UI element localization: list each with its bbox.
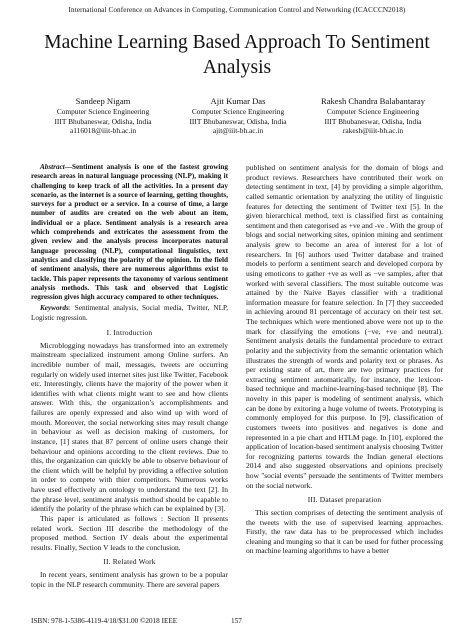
author-name: Rakesh Chandra Balabantaray bbox=[320, 96, 426, 106]
author-1 bbox=[38, 96, 168, 136]
author-inst: IIIT Bhubaneswar, Odisha, India bbox=[324, 116, 422, 126]
author-dept: Computer Science Engineering bbox=[191, 107, 285, 116]
author-inst: IIIT Bhubaneswar, Odisha, India bbox=[54, 116, 152, 126]
conference-header: International Conference on Advances in Computing, Communication Control and Networking (ICACCCN2018) bbox=[68, 6, 406, 14]
footer-isbn: ISBN: 978-1-5386-4119-4/18/$31.00 ©2018 IEEE bbox=[31, 617, 178, 625]
abstract bbox=[31, 163, 228, 302]
related-paragraph-2: published on sentiment analysis for the domain of blogs and product reviews. Researchers have contributed their work on detecting sentiment in text, [4] by providing a simple algorithm, called semantic orientation by analyzing the utility of linguistic features for detecting the sentiment of Twitter text [5]. In the given hierarchical method, text is classified first as containing sentiment and then categorised as +ve and -ve . With the group of blogs and social networking sites, opinion mining and sentiment analysis grew to become an area of interest for a lot of researchers. In [6] authors used Twitter database and trained models to perform a sentiment search and developed corpora by using emoticons to gather +ve as well as −ve samples, after that worked with several classifiers. The most suitable outcome was attained by the Naive Bayes classifier with a traditional information measure for feature selection. In [7] they succeeded in achieving around 81 percentage of accuracy on their test set. The techniques which were mentioned above were not up to the mark for classifying the emotions (−ve, +ve and neutral). Sentiment analysis details the fundamental procedure to extract polarity and the subjectivity from the semantic orientation which illustrates the strength of words and polarity text or phrases. As per existing state of art, there are two primary practices for extracting sentiment automatically, for instance, the lexicon-based technique and machine-learning-based technique [8]. The novelty in this paper is modeling of sentiment analysis, which can be done by exitoring a huge volume of tweets. Prototyping is commonly employed for this purpose. In [9], classification of customers tweets into positives and negatives is done and represented in a pie chart and HTLM page. In [10], explored the application of location-based sentiment analysis choosing Twitter for recognizing patterns towards the Indian general elections 2014 and also suggested observations and opinions precisely how "social events" persuade the sentiments of Twitter members on the social network. bbox=[246, 163, 443, 490]
author-name: Sandeep Nigam bbox=[75, 96, 131, 106]
author-email: a116018@iiit-bh.ac.in bbox=[69, 126, 137, 136]
author-email: rakesh@iiit-bh.ac.in bbox=[342, 126, 404, 136]
dataset-paragraph-1: This section comprises of detecting the sentiment analysis of the tweets with the use of supervised learning approaches. Firstly, the raw data has to be preprocessed which includes cleaning and munging so that it can be used for futher processing on machine learning algorithms to have a better bbox=[246, 507, 443, 556]
keywords bbox=[31, 304, 228, 323]
section-heading-related-work: II. Related Work bbox=[103, 557, 156, 567]
author-block bbox=[38, 96, 438, 136]
author-email: ajit@iiit-bh.ac.in bbox=[212, 126, 264, 136]
intro-paragraph-2: This paper is articulated as follows : Section II presents related work. Section III describe the methodology of the proposed method. Section IV deals about the experimental results. Finally, Section V leads to the conclusion. bbox=[31, 513, 228, 552]
left-column bbox=[31, 163, 228, 589]
author-dept: Computer Science Engineering bbox=[56, 107, 150, 116]
keywords-text: : Sentimental analysis, Social media, Twitter, NLP, Logistic regression. bbox=[31, 304, 228, 322]
right-column bbox=[246, 163, 443, 556]
section-heading-introduction: I. Introduction bbox=[106, 328, 153, 338]
author-2 bbox=[173, 96, 303, 136]
author-inst: IIIT Bhubaneswar, Odisha, India bbox=[189, 116, 287, 126]
keywords-label: Keywords bbox=[40, 304, 69, 313]
author-name: Ajit Kumar Das bbox=[210, 96, 266, 106]
section-heading-dataset: III. Dataset preparation bbox=[307, 495, 382, 505]
abstract-text: —Sentiment analysis is one of the fastest growing research areas in natural language processing (NLP), making it challenging to keep track of all the activities. In a present day scenario, as the internet is a source of learning, getting thoughts, surveys for a product or a service. In a course of time, a large number of audits are created on the web about an item, individual or a place. Sentiment analysis is a research area which comprehends and extricates the assessment from the given review and the analysis process incorporates natural language processing (NLP), computational linguistics, text analytics and classifying the polarity of the opinion. In the field of sentiment analysis, there are numerous algorithms exist to tackle. This paper represents the taxonomy of various sentiment analysis methods. This task and observed that Logistic regression gives high accuracy compared to other techniques. bbox=[31, 163, 228, 302]
author-3 bbox=[308, 96, 438, 136]
related-paragraph-1: In recent years, sentiment analysis has grown to be a popular topic in the NLP research community. There are several papers bbox=[31, 570, 228, 589]
page-number: 157 bbox=[231, 617, 242, 625]
author-dept: Computer Science Engineering bbox=[326, 107, 420, 116]
abstract-label: Abstract bbox=[40, 163, 65, 171]
intro-paragraph-1: Microblogging nowadays has transformed into an extremely mainstream specialized instrument among Online surfers. An incredible number of mail, messages, tweets are occurring regularly on widely used internet sites just like Twitter, Facebook etc. Interestingly, clients have the majority of the power when it identifies with what clients might want to see and how clients answer. With this, the organization’s accomplishments and failures are openly expressed and also wind up with word of mouth. Moreover, the social networking sites may result change in behaviour as well as decision making of customers, for instance, [1] states that 87 percent of online users change their behaviour and opinions according to the client reviews. Due to this, the organization can quickly be able to observe behaviour of the client which will be helpful by providing a effective solution in order to compete with thier competitors. Numerous works have used effectively an ontology to understand the text [2]. In the phrase level, sentiment analysis method should be capable to identify the polarity of the phrase which can be explained by [3]. bbox=[31, 340, 228, 514]
paper-title: Machine Learning Based Approach To Sentiment Analysis bbox=[44, 32, 430, 78]
